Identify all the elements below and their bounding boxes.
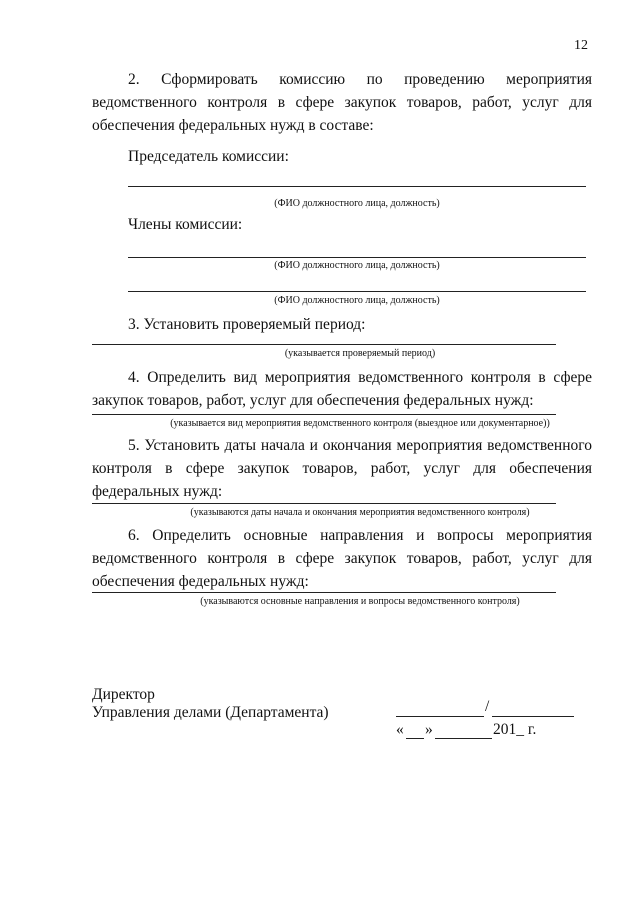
member-2-fill-line[interactable]: [128, 291, 586, 292]
item-5-paragraph: [92, 434, 592, 503]
date-year: 201_ г.: [493, 721, 537, 738]
item-4-line-1: 4. Определить вид мероприятия ведомственного контроля в сфере: [128, 369, 592, 386]
page-number: 12: [574, 38, 588, 53]
item-4-caption: (указывается вид мероприятия ведомственного контроля (выездное или документарное)): [170, 418, 550, 429]
signature-slash: /: [485, 698, 490, 715]
item-3-text: 3. Установить проверяемый период:: [128, 316, 366, 333]
signatory-title-line-1: Директор: [92, 686, 155, 703]
item-2-line-1: 2. Сформировать комиссию по проведению мероприятия: [128, 71, 592, 88]
signatory-title-line-2: Управления делами (Департамента): [92, 704, 329, 721]
item-6-line-3: обеспечения федеральных нужд:: [92, 573, 309, 590]
item-6-line-1: 6. Определить основные направления и вопросы мероприятия: [128, 527, 592, 544]
chairman-label: Председатель комиссии:: [128, 148, 289, 165]
item-6-line-2: ведомственного контроля в сфере закупок товаров, работ, услуг для: [92, 550, 592, 567]
date-day-fill-line[interactable]: [406, 738, 424, 739]
date-open-quote: «: [396, 721, 404, 738]
chairman-fill-line[interactable]: [128, 186, 586, 187]
item-3-caption: (указывается проверяемый период): [284, 348, 436, 359]
item-6-caption: (указываются основные направления и вопросы ведомственного контроля): [200, 596, 520, 607]
item-4-fill-line[interactable]: [92, 414, 556, 415]
item-6-fill-line[interactable]: [92, 592, 556, 593]
item-3-fill-line[interactable]: [92, 344, 556, 345]
member-1-fill-line[interactable]: [128, 257, 586, 258]
item-2-line-2: ведомственного контроля в сфере закупок товаров, работ, услуг для: [92, 94, 592, 111]
item-5-line-1: 5. Установить даты начала и окончания мероприятия ведомственного: [128, 437, 592, 454]
date-month-fill-line[interactable]: [435, 738, 492, 739]
item-2-line-3: обеспечения федеральных нужд в составе:: [92, 117, 374, 134]
date-close-quote: »: [425, 721, 433, 738]
member-1-caption: (ФИО должностного лица, должность): [274, 260, 440, 271]
item-6-paragraph: [92, 524, 592, 593]
members-label: Члены комиссии:: [128, 216, 243, 233]
item-5-caption: (указываются даты начала и окончания мероприятия ведомственного контроля): [190, 507, 530, 518]
item-5-fill-line[interactable]: [92, 503, 556, 504]
item-5-line-2: контроля в сфере закупок товаров, работ, услуг для обеспечения: [92, 460, 592, 477]
item-5-line-3: федеральных нужд:: [92, 483, 223, 500]
member-2-caption: (ФИО должностного лица, должность): [274, 295, 440, 306]
item-2-paragraph: [92, 68, 592, 137]
item-4-paragraph: [92, 366, 592, 412]
chairman-caption: (ФИО должностного лица, должность): [274, 198, 440, 209]
name-fill-line[interactable]: [492, 716, 574, 717]
item-4-line-2: закупок товаров, работ, услуг для обеспечения федеральных нужд:: [92, 392, 534, 409]
signature-fill-line[interactable]: [396, 716, 484, 717]
